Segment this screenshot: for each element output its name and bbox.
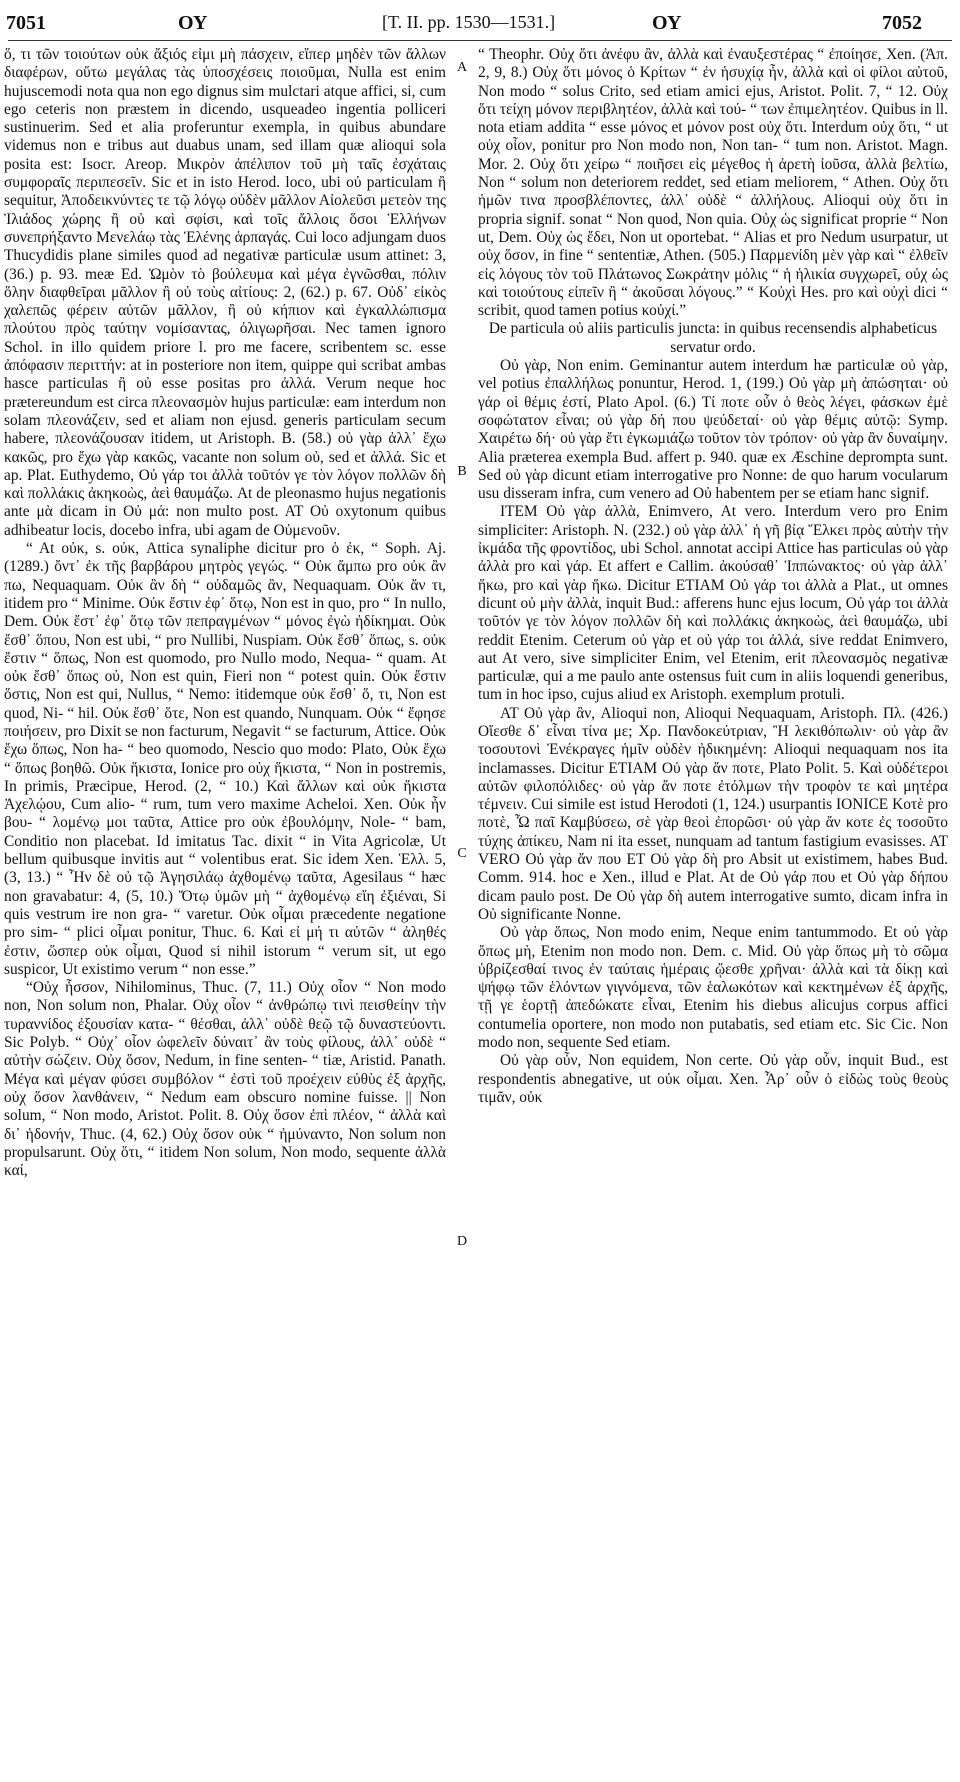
paragraph: Οὐ γὰρ οὖν, Non equidem, Non certe. Οὐ γὰρ οὖν, inquit Bud., est respondentis abnegative, ut οὐκ οἶμαι. Xen. Ἆρ᾽ οὖν ὁ εἰδὼς τοὺς θεοὺς τιμᾶν, οὐκ [478,1052,948,1106]
margin-letter-c: C [457,846,467,861]
running-head-left: ΟΥ [178,12,208,34]
header-rule [8,40,952,41]
page-header [0,12,960,42]
volume-page-reference: [T. II. pp. 1530—1531.] [382,12,556,32]
column-number-right: 7052 [882,12,922,34]
paragraph: “Οὐχ ἧσσον, Nihilominus, Thuc. (7, 11.) Οὐχ οἷον “ Non modo non, Non solum non, Phalar. Οὐχ οἷον “ ἀνθρώπῳ τινὶ πεισθείην τὴν τυραννίδος ἐξουσίαν κατα- “ θέσθαι, ἀλλ᾽ οὐδὲ θεῷ τῷ δυναστεύοντι. Sic Polyb. “ Οὐχ᾽ οἷον ὠφελεῖν δύναιτ᾽ ἂν τοὺς φίλους, ἀλλ᾽ οὐδὲ “ αὐτὴν σώζειν. Οὐχ ὅσον, Nedum, in fine senten- “ tiæ, Aristid. Panath. Μέγα καὶ μέγαν φύσει συμβόλον “ ἐστὶ τοῦ προέχειν εὐθὺς ἐξ ἀρχῆς, οὐχ ὅσον λανθάνειν, “ Nedum eam obscuro nomine fuisse. || Non solum, “ Non modo, Aristot. Polit. 8. Οὐχ ὅσον ἐπὶ πλέον, “ ἀλλὰ καὶ δι᾽ ἡδονήν, Thuc. (4, 62.) Οὐχ ὅσον οὐκ “ ἠμύναντο, Non solum non propulsarunt. Οὐχ ὅτι, “ itidem Non solum, Non modo, sequente ἀλλὰ καί, [4,979,446,1180]
margin-letter-b: B [457,464,467,479]
paragraph: ITEM Οὐ γὰρ ἀλλὰ, Enimvero, At vero. Interdum vero pro Enim simpliciter: Aristoph. N. (232.) οὐ γὰρ ἀλλ᾽ ἡ γῆ βίᾳ Ἕλκει πρὸς αὑτὴν τὴν ἰκμάδα τῆς φροντίδος, ubi Schol. annotat accipi Attice has particulas οὐ γὰρ ἀλλὰ pro καὶ γάρ. Et affert e Callim. ἀκούσαθ᾽ Ἱππώνακτος· οὐ γὰρ ἀλλ᾽ ἥκω, pro καὶ γὰρ ἥκω. Dicitur ETIAM Οὐ γάρ τοι ἀλλὰ a Plat., ut omnes dicunt οὐ μὴν ἀλλὰ, inquit Bud.: afferens hunc ejus locum, Οὐ γάρ τοι ἀλλὰ τοῦτόν γε τὸν λόγον πολλῶν δὴ καὶ πολλάκις ἀκηκοὼς, ἀεὶ θαυμάζω, ubi reddit Etenim. Ceterum οὐ γὰρ et οὐ γάρ τοι ἀλλά, sive reddat Enimvero, aut At vero, sive simpliciter Enim, vel Etenim, erit πλεονασμὸς negativæ particulæ, qui a me paulo ante ostensus fuit cum in aliis loquendi generibus, tum in hoc ipso, cujus aliud ex Aristoph. exemplum protuli. [478,503,948,704]
paragraph: Οὐ γὰρ, Non enim. Geminantur autem interdum hæ particulæ οὐ γὰρ, vel potius ἐπαλλήλως ponuntur, Herod. 1, (199.) Οὐ γὰρ μὴ ἀπώσηται· οὐ γάρ οἱ θέμις ἐστί, Plato Apol. (6.) Τί ποτε οὖν ὁ θεὸς λέγει, φάσκων ἐμὲ σοφώτατον εἶναι; οὐ γὰρ δή που ψεύδεταί· οὐ γὰρ θέμις αὐτῷ: Symp. Χαιρέτω δή· οὐ γὰρ ἔτι ἐγκωμιάζω τοῦτον τὸν τρόπον· οὐ γὰρ ἂν δυναίμην. Alia præterea exempla Bud. affert p. 940. quæ ex Æschine deprompta sunt. Sed οὐ γὰρ dicunt etiam interrogative pro Nonne: de quo harum vocularum usu disseram infra, cum venero ad Οὐ habentem per se etiam hanc signif. [478,357,948,503]
paragraph: Οὐ γὰρ ὅπως, Non modo enim, Neque enim tantummodo. Et οὐ γὰρ ὅπως μὴ, Etenim non modo non. Dem. c. Mid. Οὐ γὰρ ὅπως μὴ τὸ σῶμα ὑβρίζεσθαί τινος ἐν ταύταις ἡμέραις ᾤεσθε χρῆναι· ἀλλὰ καὶ τὰ δίκῃ καὶ ψήφῳ τῶν ἑλόντων γιγνόμενα, τῶν ἑαλωκότων καὶ κεκτημένων ἐξ ἀρχῆς, τῇ γε ἑορτῇ ἀπεδώκατε εἶναι, Etenim his diebus alicujus corpus affici contumelia oportere, non modo non putabatis, sed etiam etc. Sic Cic. Non modo non, sequente Sed etiam. [478,924,948,1052]
left-column [4,46,446,1776]
margin-letter-d: D [456,1234,468,1249]
paragraph: “ At οὐκ, s. οὐκ, Attica synaliphe dicitur pro ὁ ἐκ, “ Soph. Aj. (1289.) ὄντ᾽ ἐκ τῆς βαρβάρου μητρὸς γεγώς. “ Οὐκ ἄμπω pro οὐκ ἂν πω, Nequaquam. Οὐκ ἂν δὴ “ οὐδαμῶς ἂν, Nequaquam. Οὐκ ἄν τι, itidem pro “ Minime. Οὐκ ἔστιν ἐφ᾽ ὅτῳ, Non est in quo, pro “ In nullo, Dem. Οὐκ ἔστ᾽ ἐφ᾽ ὅτῳ τῶν πεπραγμένων “ μόνος ἐγὼ ἠδίκημαι. Οὐκ ἔσθ᾽ ὅπου, Non est ubi, “ pro Nullibi, Nuspiam. Οὐκ ἔσθ᾽ ὅπως, s. οὐκ ἔστιν “ ὅπως, Non est quomodo, pro Nullo modo, Nequa- “ quam. At οὐκ ἔσθ᾽ ὅπως οὐ, Non est quin, Fieri non “ potest quin. Οὐκ ἔστιν ὅστις, Non est qui, Nullus, “ Nemo: itidemque οὐκ ἔσθ᾽ ὅ, τι, Non est quod, Ni- “ hil. Οὐκ ἔσθ᾽ ὅτε, Non est quando, Nunquam. Οὐκ “ ἔφησε ποιήσειν, pro Dixit se non facturum, Negavit “ se facturum, Attice. Οὐκ ἔχω ὅπως, Non ha- “ beo quomodo, Nescio quo modo: Plato, Οὐκ ἔχω “ ὅπως βοηθῶ. Οὐκ ἥκιστα, Ionice pro οὐχ ἥκιστα, “ Non in postremis, In primis, Præcipue, Herod. (2, “ 10.) Καὶ ἄλλων καὶ οὐκ ἥκιστα Ἀχελῴου, Cum alio- “ rum, tum vero maxime Acheloi. Xen. Οὐκ ἦν βου- “ λομένῳ μοι ταῦτα, Attice pro οὐκ ἐβουλόμην, Nole- “ bam, Conditio non placebat. Id imitatus Tac. dixit “ in Vita Agricolæ, Ut bellum quibusque invitis aut “ volentibus erat. Sic idem Xen. Ἑλλ. 5, (3, 13.) “ Ἦν δὲ οὐ τῷ Ἀγησιλάῳ ἀχθομένῳ ταῦτα, Agesilaus “ hæc non gravabatur: 4, (5, 10.) Ὅτῳ ὑμῶν μὴ “ ἀχθομένῳ εἴη ἐξιέναι, Si quis vestrum ire non gra- “ varetur. Οὐκ οἶμαι præcedente negatione pro sim- “ plici οἶμαι ponitur, Thuc. 6. Καὶ εἰ μή τι αὐτῶν “ ἀληθές ἐστιν, ὥσπερ οὐκ οἶμαι, Quod si nihil istorum “ verum sit, ut ego suspicor, Ut existimo verum “ non esse.” [4,540,446,978]
column-number-left: 7051 [6,12,46,34]
paragraph: ὅ, τι τῶν τοιούτων οὐκ ἄξιός εἰμι μὴ πάσχειν, εἴπερ μηδὲν τῶν ἄλλων διαφέρων, οὕτω μεγάλας τὰς ὑποσχέσεις ποιοῦμαι, Nulla est enim hujuscemodi nota qua non ego dignus sim mulctari atque affici, si, cum ego ceteris non præstem in dicendo, usqueadeo ingentia polliceri sustinuerim. Sed et alia proferuntur exempla, in quibus abundare videmus non e tribus aut duabus unam, sed illam quæ alioqui sola posita est: Isocr. Areop. Μικρὸν ἀπέλιπον τοῦ μὴ ταῖς ἐσχάταις συμφοραῖς περιπεσεῖν. Sic et in isto Herod. loco, ubi οὐ particulam ἢ sequitur, Ἀποδεικνύντες τε τῷ λόγῳ οὐδὲν μᾶλλον Αἰολεῦσι μετεὸν της Ἰλιάδος χώρης ἢ οὐ καὶ σφίσι, καὶ τοῖς ἄλλοις ὅσοι Ἑλλήνων συνεπρήξαντο Μενελάῳ τὰς Ἑλένης ἁρπαγάς. Cui loco adjungam duos Thucydidis plane similes quod ad negativæ particulæ usum attinet: 3, (36.) p. 93. meæ Ed. Ὠμὸν τὸ βούλευμα καὶ μέγα ἐγνῶσθαι, πόλιν ὅλην διαφθεῖραι μᾶλλον ἢ οὐ τοὺς αἰτίους: 2, (62.) p. 67. Οὐδ᾽ εἰκὸς χαλεπῶς φέρειν αὐτῶν μᾶλλον, ἢ οὐ κήπιον καὶ ἐγκαλλώπισμα πλούτου πρὸς ταύτην νομίσαντας, ὀλιγωρῆσαι. Nec tamen ignoro Schol. in illo quidem priore l. pro me facere, scribentem sc. esse ἀπόφασιν περιττήν: at in posteriore non item, quippe qui scribat ambas hasce particulas ἢ οὐ esse positas pro ἀλλά. Verum neque hoc prætereundum est circa πλεονασμὸν hujus particulæ: eam interdum non solam πλεονάζειν, sed et aliam non ejusd. generis particulam secum habere, πλεονάζουσαν itidem, ut Aristoph. B. (58.) οὐ γὰρ ἀλλ᾽ ἔχω κακῶς, pro ἔχω γὰρ κακῶς, vacante non solum οὐ, sed et ἀλλά. Sic et ap. Plat. Euthydemo, Οὐ γάρ τοι ἀλλὰ τοῦτόν γε τὸν λόγον πολλῶν δὴ καὶ πολλάκις ἀκηκοὼς, ἀεὶ θαυμάζω. At de pleonasmo hujus negationis ante μὰ dicam in Οὐ μά: non multo post. AT Οὐ oxytonum quibus adhibeatur locis, docebo infra, ubi agam de Οὐμενοῦν. [4,46,446,539]
running-head-right: ΟΥ [652,12,682,34]
paragraph: AT Οὐ γὰρ ἂν, Alioqui non, Alioqui Nequaquam, Aristoph. Πλ. (426.) Οἴεσθε δ᾽ εἶναι τίνα με; Χρ. Πανδοκεύτριαν, Ἢ λεκιθόπωλιν· οὐ γὰρ ἂν τοσουτονὶ Ἐνέκραγες ἡμῖν οὐδὲν ἠδικημένη: Alioqui nequaquam nos ita inclamasses. Dicitur ETIAM Οὐ γὰρ ἄν ποτε, Plato Polit. 5. Καὶ οὐδέτεροι αὐτῶν φιλοπόλιδες· οὐ γὰρ ἄν ποτε ἐτόλμων τὴν τροφὸν τε καὶ μητέρα τέμνειν. Cui simile est istud Herodoti (1, 124.) usurpantis IONICE Κοτὲ pro ποτὲ, Ὦ παῖ Καμβύσεω, σὲ γὰρ θεοὶ ἐπορῶσι· οὐ γὰρ ἄν κοτε ἐς τοσοῦτο τύχης ἀπίκευ, Nam ni ita esset, nunquam ad tantum fastigium evasisses. AT VERO Οὐ γὰρ ἄν που ET Οὐ γὰρ δὴ pro Absit ut existimem, habes Bud. Comm. 914. hoc e Xen., illud e Plat. At de Οὐ γάρ που et Οὐ γὰρ δήπου dicam paulo post. De Οὐ γὰρ δὴ autem interrogative sumto, dicam infra in Οὐ significante Nonne. [478,704,948,923]
right-column [478,46,948,1776]
margin-letter-a: A [456,60,468,75]
section-heading: De particula οὐ aliis particulis juncta: in quibus recensendis alphabeticus servatur ordo. [488,320,938,356]
paragraph: “ Theophr. Οὐχ ὅτι ἀνέφυ ἂν, ἀλλὰ καὶ ἐναυξεστέρας “ ἐποίησε, Xen. (Ἀπ. 2, 9, 8.) Οὐχ ὅτι μόνος ὁ Κρίτων “ ἐν ἡσυχίᾳ ἦν, ἀλλὰ καὶ οἱ φίλοι αὐτοῦ, Non modo “ solus Crito, sed etiam amici ejus, Aristot. Polit. 7, “ 12. Οὐχ ὅτι τείχη μόνον περιβλητέον, ἀλλὰ καὶ τού- “ των ἐπιμελητέον. Quibus in ll. nota etiam addita “ esse μόνος et μόνον post οὐχ ὅτι. Interdum οὐχ ὅτι, “ ut οὐχ οἷον, ponitur pro Non modo non, Non tan- “ tum non. Aristot. Magn. Mor. 2. Οὐχ ὅτι χείρω “ ποιῆσει εἰς μέγεθος ἡ ἀρετὴ ἰοῦσα, ἀλλὰ βελτίω, Non “ solum non deteriorem reddet, sed etiam meliorem, “ Athen. Οὐχ ὅτι ἡμῶν τινα προσβλέποντες, ἀλλ᾽ οὐδὲ “ ἀλλήλους. Alioqui οὐχ ὅτι in propria signif. sonat “ Non quod, Non quia. Οὐχ ὡς significat proprie “ Non ut, Dem. Οὐχ ὡς ἔδει, Non ut oportebat. “ Alias et pro Nedum usurpatur, ut οὐχ ὅσον, in fine “ sententiæ, Athen. (505.) Παρμενίδη μὲν γὰρ καὶ “ ἐλθεῖν εἰς λόγους τὸν τοῦ Πλάτωνος Σωκράτην μόλις “ ἡ ἡλικία συγχωρεῖ, οὐχ ὡς καὶ τοιούτους εἰπεῖν ἢ “ ἀκοῦσαι λόγους.” “ Κοὐχὶ Hes. pro καὶ οὐχὶ dici “ scribit, quod tamen potius κοὐχί.” [478,46,948,320]
